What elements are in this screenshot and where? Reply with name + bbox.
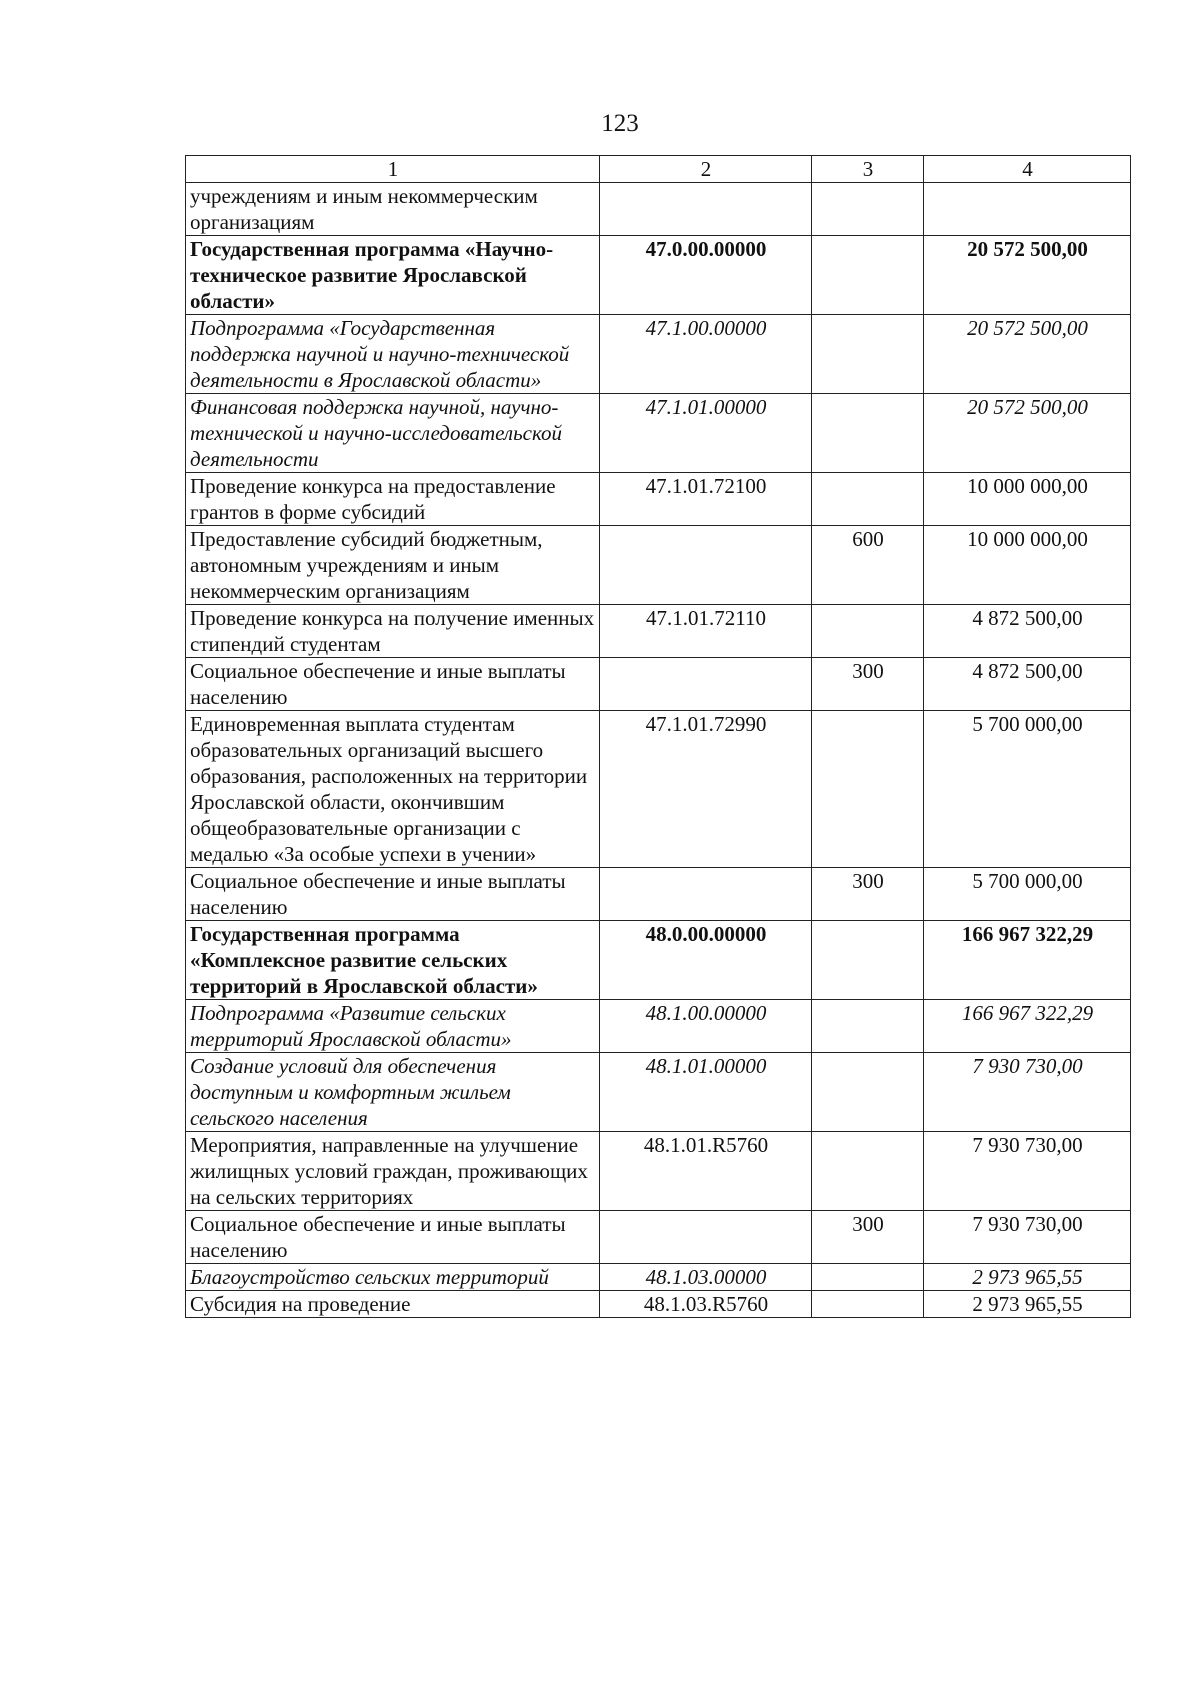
item-name-cell: Подпрограмма «Государственная поддержка научной и научно-технической деятельности в Ярославской области» <box>186 315 600 394</box>
expense-type-cell <box>812 473 924 526</box>
item-name-cell: Проведение конкурса на получение именных стипендий студентам <box>186 605 600 658</box>
amount-cell: 5 700 000,00 <box>924 711 1131 868</box>
amount-cell: 2 973 965,55 <box>924 1291 1131 1318</box>
budget-table <box>185 155 1131 1318</box>
amount-cell: 10 000 000,00 <box>924 473 1131 526</box>
table-row <box>186 605 1131 658</box>
item-name-cell: Государственная программа «Научно-техническое развитие Ярославской области» <box>186 236 600 315</box>
item-name-cell: Государственная программа «Комплексное развитие сельских территорий в Ярославской области» <box>186 921 600 1000</box>
expense-type-cell <box>812 605 924 658</box>
column-number-row <box>186 156 1131 183</box>
table-row <box>186 1291 1131 1318</box>
item-name-cell: Социальное обеспечение и иные выплаты населению <box>186 868 600 921</box>
table-row <box>186 1000 1131 1053</box>
table-row <box>186 1264 1131 1291</box>
table-row <box>186 658 1131 711</box>
page-number: 123 <box>601 110 639 137</box>
classification-code-cell: 48.1.01.R5760 <box>600 1132 812 1211</box>
amount-cell: 20 572 500,00 <box>924 394 1131 473</box>
classification-code-cell: 47.0.00.00000 <box>600 236 812 315</box>
amount-cell: 166 967 322,29 <box>924 1000 1131 1053</box>
expense-type-cell <box>812 315 924 394</box>
expense-type-cell <box>812 394 924 473</box>
amount-cell: 4 872 500,00 <box>924 605 1131 658</box>
classification-code-cell: 48.0.00.00000 <box>600 921 812 1000</box>
classification-code-cell <box>600 868 812 921</box>
table-row <box>186 711 1131 868</box>
expense-type-cell <box>812 183 924 236</box>
column-number: 1 <box>186 156 600 183</box>
amount-cell: 4 872 500,00 <box>924 658 1131 711</box>
classification-code-cell: 48.1.00.00000 <box>600 1000 812 1053</box>
expense-type-cell <box>812 1000 924 1053</box>
table-row <box>186 236 1131 315</box>
item-name-cell: Финансовая поддержка научной, научно-технической и научно-исследовательской деятельности <box>186 394 600 473</box>
item-name-cell: Благоустройство сельских территорий <box>186 1264 600 1291</box>
amount-cell: 2 973 965,55 <box>924 1264 1131 1291</box>
classification-code-cell: 48.1.01.00000 <box>600 1053 812 1132</box>
expense-type-cell: 300 <box>812 1211 924 1264</box>
amount-cell <box>924 183 1131 236</box>
table-row <box>186 526 1131 605</box>
item-name-cell: учреждениям и иным некоммерческим организациям <box>186 183 600 236</box>
item-name-cell: Мероприятия, направленные на улучшение жилищных условий граждан, проживающих на сельских территориях <box>186 1132 600 1211</box>
classification-code-cell <box>600 183 812 236</box>
budget-table-body <box>186 156 1131 1318</box>
table-row <box>186 473 1131 526</box>
amount-cell: 7 930 730,00 <box>924 1132 1131 1211</box>
amount-cell: 10 000 000,00 <box>924 526 1131 605</box>
amount-cell: 20 572 500,00 <box>924 236 1131 315</box>
item-name-cell: Социальное обеспечение и иные выплаты населению <box>186 1211 600 1264</box>
classification-code-cell <box>600 1211 812 1264</box>
item-name-cell: Субсидия на проведение <box>186 1291 600 1318</box>
classification-code-cell: 47.1.01.72110 <box>600 605 812 658</box>
amount-cell: 166 967 322,29 <box>924 921 1131 1000</box>
table-row <box>186 1053 1131 1132</box>
expense-type-cell <box>812 1053 924 1132</box>
classification-code-cell: 48.1.03.00000 <box>600 1264 812 1291</box>
table-row <box>186 315 1131 394</box>
table-row <box>186 394 1131 473</box>
table-row <box>186 1211 1131 1264</box>
classification-code-cell <box>600 658 812 711</box>
expense-type-cell <box>812 236 924 315</box>
classification-code-cell <box>600 526 812 605</box>
expense-type-cell: 300 <box>812 868 924 921</box>
classification-code-cell: 47.1.01.72100 <box>600 473 812 526</box>
table-row <box>186 921 1131 1000</box>
expense-type-cell <box>812 1264 924 1291</box>
expense-type-cell <box>812 1132 924 1211</box>
expense-type-cell <box>812 1291 924 1318</box>
item-name-cell: Проведение конкурса на предоставление грантов в форме субсидий <box>186 473 600 526</box>
amount-cell: 7 930 730,00 <box>924 1211 1131 1264</box>
column-number: 4 <box>924 156 1131 183</box>
item-name-cell: Социальное обеспечение и иные выплаты населению <box>186 658 600 711</box>
classification-code-cell: 48.1.03.R5760 <box>600 1291 812 1318</box>
classification-code-cell: 47.1.01.72990 <box>600 711 812 868</box>
item-name-cell: Создание условий для обеспечения доступным и комфортным жильем сельского населения <box>186 1053 600 1132</box>
expense-type-cell: 300 <box>812 658 924 711</box>
table-row <box>186 868 1131 921</box>
column-number: 3 <box>812 156 924 183</box>
item-name-cell: Единовременная выплата студентам образовательных организаций высшего образования, расположенных на территории Ярославской области, окончившим общеобразовательные организации с медалью «За особые успехи в учении» <box>186 711 600 868</box>
classification-code-cell: 47.1.01.00000 <box>600 394 812 473</box>
table-row <box>186 183 1131 236</box>
amount-cell: 7 930 730,00 <box>924 1053 1131 1132</box>
amount-cell: 5 700 000,00 <box>924 868 1131 921</box>
table-row <box>186 1132 1131 1211</box>
item-name-cell: Подпрограмма «Развитие сельских территорий Ярославской области» <box>186 1000 600 1053</box>
amount-cell: 20 572 500,00 <box>924 315 1131 394</box>
expense-type-cell <box>812 921 924 1000</box>
item-name-cell: Предоставление субсидий бюджетным, автономным учреждениям и иным некоммерческим организациям <box>186 526 600 605</box>
column-number: 2 <box>600 156 812 183</box>
expense-type-cell <box>812 711 924 868</box>
expense-type-cell: 600 <box>812 526 924 605</box>
classification-code-cell: 47.1.00.00000 <box>600 315 812 394</box>
